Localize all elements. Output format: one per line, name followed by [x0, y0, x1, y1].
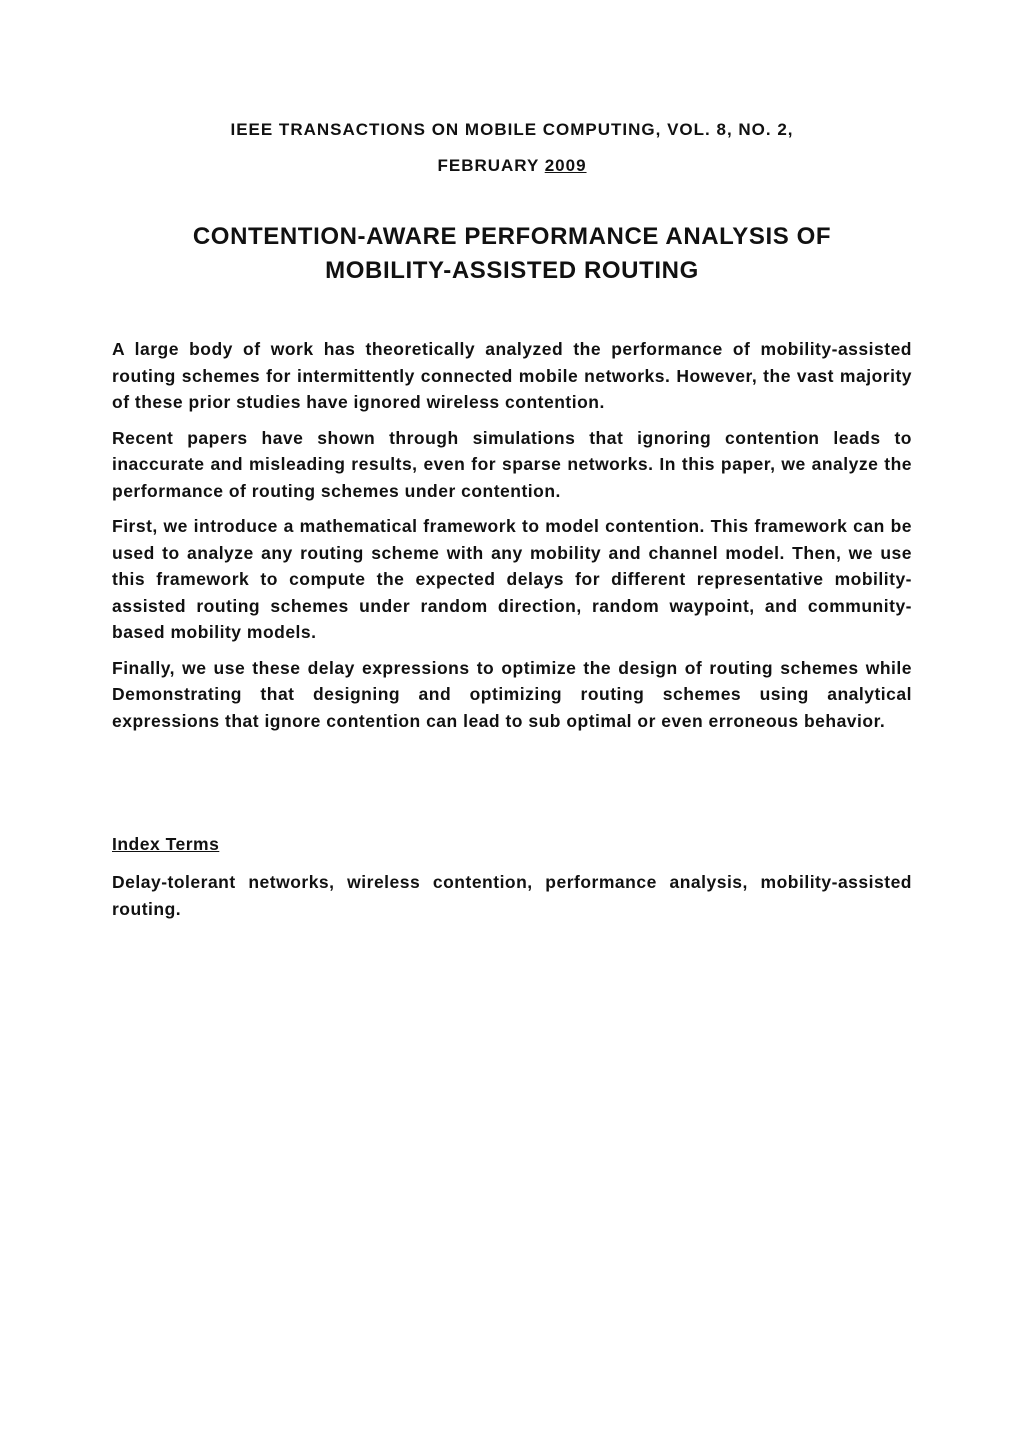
index-terms-heading: Index Terms — [112, 834, 220, 854]
index-terms-text: Delay-tolerant networks, wireless contention, performance analysis, mobility-assisted routing. — [112, 872, 912, 919]
journal-name-line: IEEE TRANSACTIONS ON MOBILE COMPUTING, VOL. 8, NO. 2, — [230, 120, 794, 139]
paper-title-line-2: MOBILITY-ASSISTED ROUTING — [325, 257, 699, 284]
journal-year: 2009 — [544, 156, 587, 175]
abstract-paragraph: Recent papers have shown through simulations that ignoring contention leads to inaccurate and misleading results, even for sparse networks. In this paper, we analyze the performance of routing schemes under contention. — [112, 427, 912, 501]
journal-date-line — [0, 148, 1024, 184]
abstract — [112, 336, 912, 743]
abstract-paragraph: A large body of work has theoretically analyzed the performance of mobility-assisted routing schemes for intermittently connected mobile networks. However, the vast majority of these prior studies have ignored wireless contention. — [112, 339, 912, 412]
paper-title-line-1: CONTENTION-AWARE PERFORMANCE ANALYSIS OF — [192, 223, 832, 250]
journal-month: FEBRUARY — [437, 156, 545, 175]
abstract-paragraph: Finally, we use these delay expressions to optimize the design of routing schemes while Demonstrating that designing and optimizing routing schemes using analytical expressions that ignore contention can lead to sub optimal or even erroneous behavior. — [112, 657, 912, 731]
abstract-paragraph: First, we introduce a mathematical framework to model contention. This framework can be used to analyze any routing scheme with any mobility and channel model. Then, we use this framework to compute the expected delays for different representative mobility-assisted routing schemes under random direction, random waypoint, and community-based mobility models. — [112, 516, 912, 642]
journal-header — [0, 112, 1024, 184]
paper-title — [112, 220, 912, 288]
